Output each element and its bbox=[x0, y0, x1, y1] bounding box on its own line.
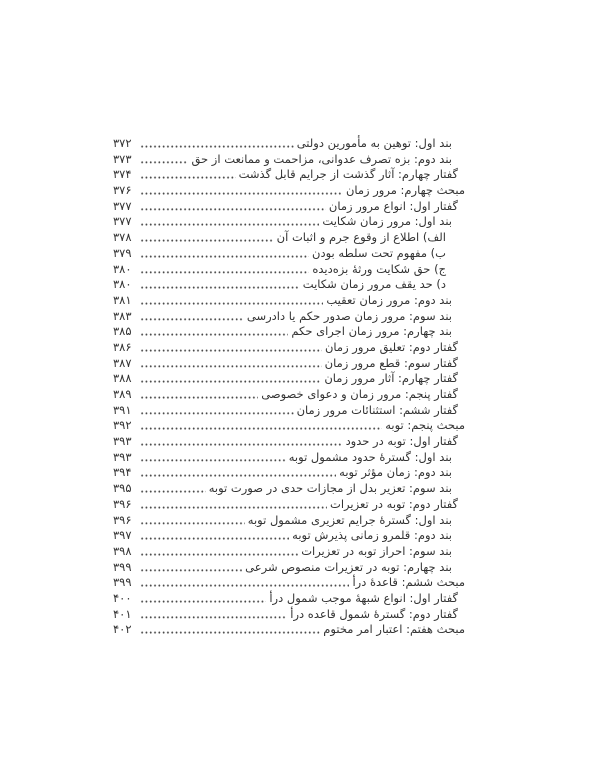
dotted-leader bbox=[140, 544, 298, 560]
toc-entry-title: ب) مفهوم تحت سلطه بودن bbox=[312, 245, 446, 260]
toc-entry-row bbox=[113, 230, 465, 246]
toc-entry-row bbox=[113, 167, 465, 183]
dotted-leader bbox=[140, 214, 319, 230]
toc-entry-page-number: ۳۷۲ bbox=[113, 136, 132, 150]
toc-entry-row bbox=[113, 262, 465, 278]
toc-entry-page-number: ۳۷۶ bbox=[113, 183, 132, 198]
toc-entry-row bbox=[113, 622, 465, 638]
toc-entry-title: بند سوم: تعزیر بدل از مجازات حدی در صورت توبه bbox=[208, 481, 452, 496]
toc-entry-row bbox=[113, 309, 465, 325]
dotted-leader bbox=[140, 497, 327, 513]
toc-entry-title: د) حد یقف مرور زمان شکایت bbox=[302, 277, 446, 292]
toc-entry-title: مبحث ششم: قاعدۀ درأ bbox=[352, 575, 465, 590]
toc-entry-row bbox=[113, 465, 465, 481]
toc-entry-title: الف) اطلاع از وقوع جرم و اثبات آن bbox=[276, 230, 446, 245]
dotted-leader bbox=[140, 622, 320, 638]
toc-entry-title: مبحث چهارم: مرور زمان bbox=[345, 183, 465, 198]
toc-entry-row bbox=[113, 403, 465, 419]
dotted-leader bbox=[140, 434, 343, 450]
toc-entry-row bbox=[113, 607, 465, 623]
toc-entry-title: بند دوم: زمان مؤثر توبه bbox=[339, 465, 452, 480]
toc-entry-title: گفتار اول: انواع شبهۀ موجب شمول درأ bbox=[269, 590, 458, 605]
toc-entry-page-number: ۴۰۲ bbox=[113, 622, 132, 637]
toc-entry-title: بند اول: مرور زمان شکایت bbox=[322, 214, 452, 229]
dotted-leader bbox=[140, 199, 326, 215]
toc-entry-page-number: ۳۹۳ bbox=[113, 434, 132, 449]
toc-entry-title: بند اول: گسترۀ حدود مشمول توبه bbox=[288, 449, 452, 464]
toc-entry-row bbox=[113, 293, 465, 309]
toc-entry-title: گفتار چهارم: آثار گذشت از جرایم قابل گذشت bbox=[238, 167, 458, 182]
toc-entry-page-number: ۳۹۵ bbox=[113, 481, 132, 496]
dotted-leader bbox=[140, 136, 294, 152]
toc-entry-page-number: ۳۷۷ bbox=[113, 198, 132, 213]
toc-entry-title: گفتار دوم: گسترۀ شمول قاعده درأ bbox=[290, 606, 458, 621]
toc-entry-title: مبحث پنجم: توبه bbox=[385, 418, 465, 433]
toc-entry-row bbox=[113, 246, 465, 262]
toc-entry-row bbox=[113, 387, 465, 403]
dotted-leader bbox=[140, 324, 288, 340]
toc-list bbox=[113, 136, 465, 638]
toc-entry-page-number: ۳۸۷ bbox=[113, 355, 132, 370]
toc-entry-title: گفتار سوم: قطع مرور زمان bbox=[324, 355, 458, 370]
toc-entry-title: بند اول: توهین به مأمورین دولتی bbox=[296, 136, 452, 150]
dotted-leader bbox=[140, 371, 321, 387]
dotted-leader bbox=[140, 356, 322, 372]
toc-entry-page-number: ۴۰۱ bbox=[113, 606, 132, 621]
toc-entry-row bbox=[113, 136, 465, 152]
toc-entry-page-number: ۳۷۳ bbox=[113, 151, 132, 166]
toc-entry-page-number: ۳۹۳ bbox=[113, 449, 132, 464]
toc-entry-row bbox=[113, 418, 465, 434]
toc-entry-row bbox=[113, 434, 465, 450]
toc-entry-title: گفتار پنجم: مرور زمان و دعوای خصوصی bbox=[261, 387, 458, 401]
toc-entry-row bbox=[113, 199, 465, 215]
toc-entry-page-number: ۳۸۶ bbox=[113, 339, 132, 354]
toc-entry-row bbox=[113, 560, 465, 576]
dotted-leader bbox=[140, 340, 322, 356]
toc-entry-row bbox=[113, 183, 465, 199]
dotted-leader bbox=[140, 230, 274, 246]
toc-entry-title: گفتار چهارم: آثار مرور زمان bbox=[324, 371, 458, 386]
toc-entry-page-number: ۳۸۰ bbox=[113, 261, 132, 276]
toc-entry-page-number: ۳۸۹ bbox=[113, 387, 132, 401]
toc-entry-page-number: ۳۷۷ bbox=[113, 214, 132, 229]
toc-entry-row bbox=[113, 497, 465, 513]
toc-entry-page-number: ۳۸۳ bbox=[113, 308, 132, 323]
dotted-leader bbox=[140, 293, 323, 309]
toc-entry-title: مبحث هفتم: اعتبار امر مختوم bbox=[323, 622, 465, 637]
toc-entry-row bbox=[113, 544, 465, 560]
toc-entry-title: گفتار دوم: تعلیق مرور زمان bbox=[324, 339, 458, 354]
dotted-leader bbox=[140, 418, 382, 434]
toc-entry-page-number: ۳۷۸ bbox=[113, 230, 132, 245]
toc-entry-page-number: ۴۰۰ bbox=[113, 590, 132, 605]
dotted-leader bbox=[140, 513, 245, 529]
toc-entry-page-number: ۳۹۸ bbox=[113, 543, 132, 558]
toc-entry-title: گفتار دوم: توبه در تعزیرات bbox=[330, 496, 458, 511]
toc-entry-page-number: ۳۸۸ bbox=[113, 371, 132, 386]
toc-entry-row bbox=[113, 277, 465, 293]
toc-entry-row bbox=[113, 356, 465, 372]
toc-entry-page-number: ۳۹۲ bbox=[113, 418, 132, 433]
toc-entry-page-number: ۳۹۷ bbox=[113, 528, 132, 543]
toc-entry-row bbox=[113, 591, 465, 607]
toc-entry-title: بند دوم: قلمرو زمانی پذیرش توبه bbox=[292, 528, 452, 543]
toc-entry-row bbox=[113, 371, 465, 387]
dotted-leader bbox=[140, 528, 289, 544]
toc-entry-page-number: ۳۹۴ bbox=[113, 465, 132, 480]
toc-entry-page-number: ۳۹۶ bbox=[113, 496, 132, 511]
dotted-leader bbox=[140, 277, 300, 293]
dotted-leader bbox=[140, 607, 287, 623]
toc-entry-title: بند دوم: مرور زمان تعقیب bbox=[326, 292, 452, 307]
toc-entry-page-number: ۳۷۴ bbox=[113, 167, 132, 182]
toc-entry-row bbox=[113, 513, 465, 529]
dotted-leader bbox=[140, 560, 242, 576]
dotted-leader bbox=[140, 262, 309, 278]
toc-entry-title: بند سوم: احراز توبه در تعزیرات bbox=[301, 543, 452, 558]
toc-entry-title: بند چهارم: مرور زمان اجرای حکم bbox=[291, 324, 452, 339]
toc-entry-page-number: ۳۷۹ bbox=[113, 245, 132, 260]
toc-entry-title: بند سوم: مرور زمان صدور حکم یا دادرسی bbox=[246, 308, 452, 323]
dotted-leader bbox=[140, 481, 206, 497]
toc-entry-page-number: ۳۸۱ bbox=[113, 292, 132, 307]
dotted-leader bbox=[140, 403, 294, 419]
toc-entry-page-number: ۳۸۵ bbox=[113, 324, 132, 339]
toc-entry-row bbox=[113, 214, 465, 230]
toc-entry-title: بند دوم: بزه تصرف عدوانی، مزاحمت و ممانعت از حق bbox=[191, 151, 452, 166]
toc-entry-row bbox=[113, 481, 465, 497]
toc-entry-page-number: ۳۸۰ bbox=[113, 277, 132, 292]
toc-entry-page-number: ۳۹۶ bbox=[113, 512, 132, 527]
dotted-leader bbox=[140, 309, 244, 325]
toc-entry-page-number: ۳۹۹ bbox=[113, 575, 132, 590]
toc-entry-row bbox=[113, 340, 465, 356]
toc-entry-row bbox=[113, 152, 465, 168]
dotted-leader bbox=[140, 575, 349, 591]
toc-entry-title: گفتار اول: انواع مرور زمان bbox=[328, 198, 458, 213]
toc-entry-title: گفتار ششم: استثنائات مرور زمان bbox=[296, 402, 458, 417]
toc-entry-title: گفتار اول: توبه در حدود bbox=[345, 434, 458, 449]
dotted-leader bbox=[140, 183, 343, 199]
toc-entry-row bbox=[113, 450, 465, 466]
toc-entry-row bbox=[113, 575, 465, 591]
dotted-leader bbox=[140, 152, 188, 168]
toc-entry-row bbox=[113, 324, 465, 340]
dotted-leader bbox=[140, 387, 258, 403]
toc-entry-title: بند چهارم: توبه در تعزیرات منصوص شرعی bbox=[245, 559, 452, 574]
dotted-leader bbox=[140, 167, 236, 183]
toc-entry-row bbox=[113, 528, 465, 544]
dotted-leader bbox=[140, 465, 336, 481]
toc-entry-page-number: ۳۹۱ bbox=[113, 402, 132, 417]
toc-entry-title: بند اول: گسترۀ جرایم تعزیری مشمول توبه bbox=[247, 512, 452, 527]
dotted-leader bbox=[140, 246, 309, 262]
toc-entry-page-number: ۳۹۹ bbox=[113, 559, 132, 574]
dotted-leader bbox=[140, 591, 266, 607]
toc-entry-title: ج) حق شکایت ورثۀ بزه‌دیده bbox=[312, 261, 446, 276]
dotted-leader bbox=[140, 450, 286, 466]
